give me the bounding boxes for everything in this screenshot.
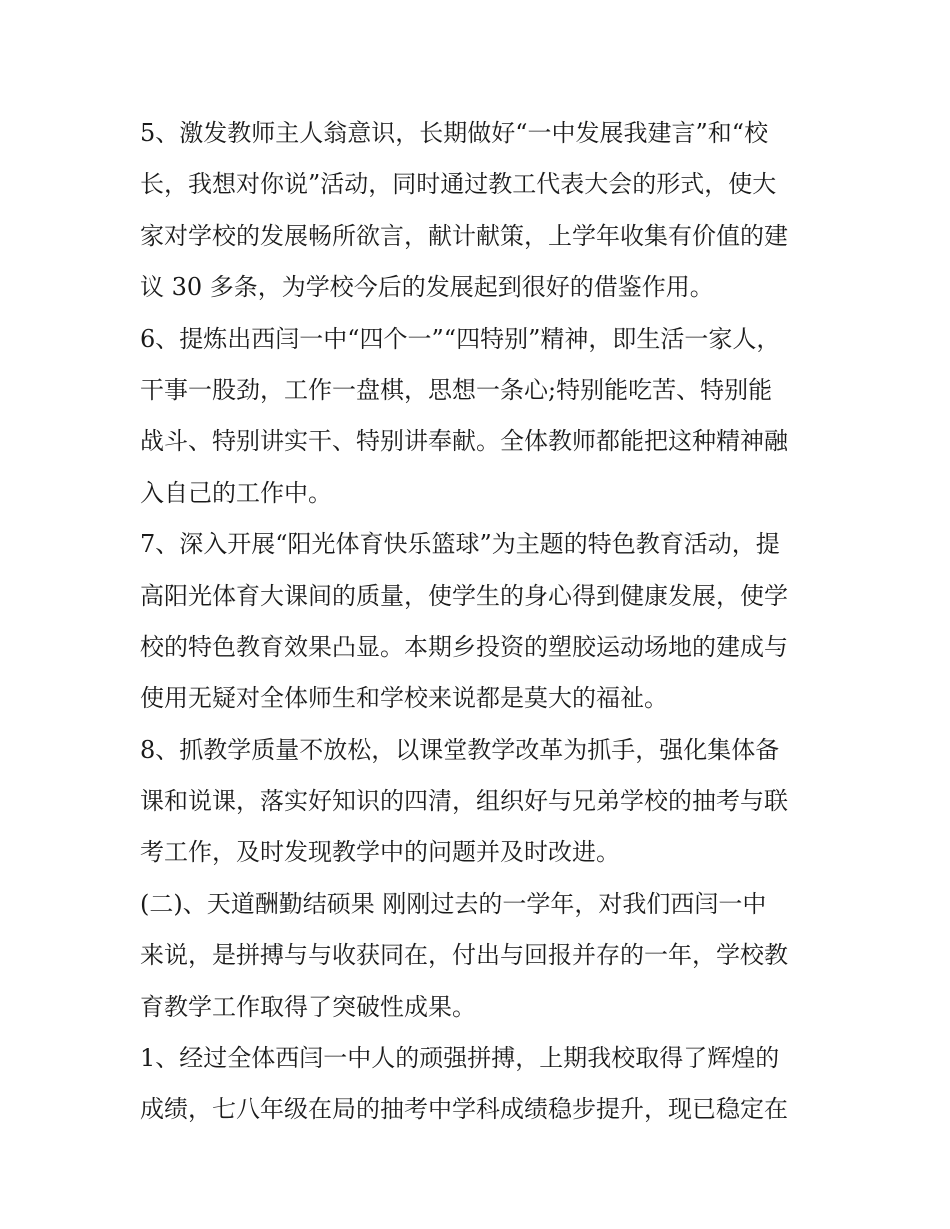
text-line: 育教学工作取得了突破性成果。 [140,992,476,1021]
text-line: 干事一股劲，工作一盘棋，思想一条心;特别能吃苦、特别能 [140,375,773,404]
text-line: 战斗、特别讲实干、特别讲奉献。全体教师都能把这种精神融 [140,427,788,456]
text-line: 长，我想对你说”活动，同时通过教工代表大会的形式，使大 [140,170,777,199]
document-body [140,108,820,1136]
text-line: 入自己的工作中。 [140,478,332,507]
text-line: 8、抓教学质量不放松，以课堂教学改革为抓手，强化集体备 [140,735,780,764]
text-line: 使用无疑对全体师生和学校来说都是莫大的福祉。 [140,684,668,713]
text-line: 高阳光体育大课间的质量，使学生的身心得到健康发展，使学 [140,581,788,610]
text-line: 6、提炼出西闫一中“四个一”“四特别”精神，即生活一家人， [140,324,781,353]
text-line: 家对学校的发展畅所欲言，献计献策，上学年收集有价值的建 [140,221,788,250]
text-line: 7、深入开展“阳光体育快乐篮球”为主题的特色教育活动，提 [140,530,780,559]
text-line: 议 30 多条，为学校今后的发展起到很好的借鉴作用。 [140,273,714,302]
text-line: 1、经过全体西闫一中人的顽强拼搏，上期我校取得了辉煌的 [140,1044,780,1073]
text-line: 来说，是拼搏与与收获同在，付出与回报并存的一年，学校教 [140,941,788,970]
text-line: 考工作，及时发现教学中的问题并及时改进。 [140,838,620,867]
text-line: 成绩，七八年级在局的抽考中学科成绩稳步提升，现已稳定在 [140,1095,788,1124]
text-line: 5、激发教师主人翁意识，长期做好“一中发展我建言”和“校 [140,119,769,147]
text-line: (二)、天道酬勤结硕果 刚刚过去的一学年，对我们西闫一中 [140,889,767,918]
text-line: 校的特色教育效果凸显。本期乡投资的塑胶运动场地的建成与 [140,632,788,661]
text-line: 课和说课，落实好知识的四清，组织好与兄弟学校的抽考与联 [140,787,788,816]
